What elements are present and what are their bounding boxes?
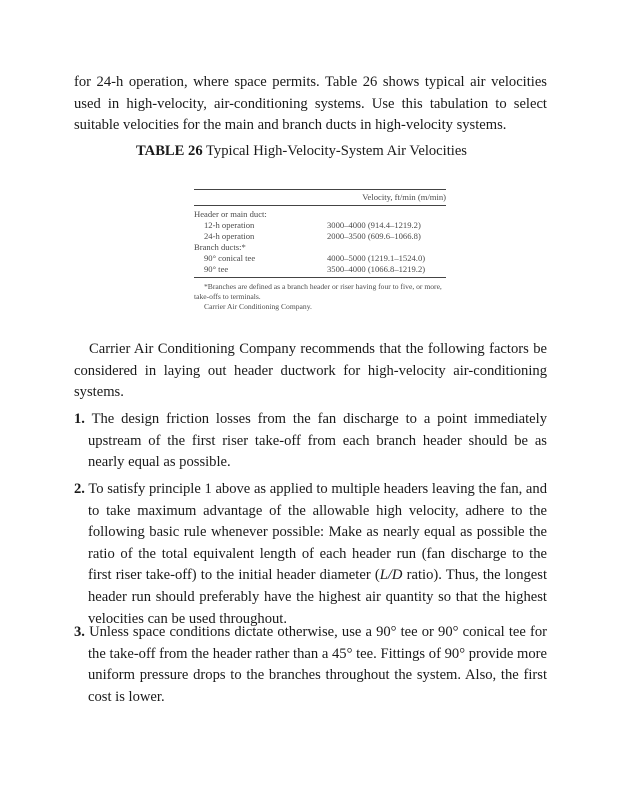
table-row (194, 209, 446, 220)
table-row (194, 220, 446, 231)
table-row (194, 231, 446, 242)
principle-text: The design friction losses from the fan discharge to a point immediately upstream of the first riser take-off from each branch header should be as nearly equal as possible. (88, 411, 547, 471)
table-header-rule (194, 205, 446, 206)
table-row-label: Branch ducts:* (194, 242, 246, 252)
table-row (194, 242, 446, 253)
principle-text: Unless space conditions dictate otherwise, use a 90° tee or 90° conical tee for the take-off from the header rather than a 45° tee. Fittings of 90° provide more uniform pressure drops to the branches throughout the system. Also, the first cost is lower. (88, 624, 547, 705)
intro-paragraph: for 24-h operation, where space permits. Table 26 shows typical air velocities used in high-velocity, air-conditioning systems. Use this tabulation to select suitable velocities for the main and branch ducts in high-velocity systems. (74, 74, 547, 134)
table-caption-number: TABLE 26 (136, 143, 203, 159)
principle-1 (74, 409, 547, 474)
table-column-header: Velocity, ft/min (m/min) (362, 192, 446, 202)
principle-text-cont: ratio). Thus, the longest header run should preferably have the highest air quantity so that the highest velocities can be used throughout. (88, 567, 548, 627)
principle-3 (74, 622, 547, 708)
principle-text: To satisfy principle 1 above as applied to multiple headers leaving the fan, and to take maximum advantage of the allowable high velocity, adhere to the following basic rule whenever possible: Make as nearly equal as possible the ratio of the total equivalent length of each header run (fan discharge to the first riser take-off) to the initial header diameter ( (88, 481, 548, 584)
table-row-label: 90° conical tee (204, 253, 256, 263)
table-footnote: *Branches are defined as a branch header or riser having four to five, or more, take-offs to terminals. (194, 282, 442, 301)
table-caption (0, 143, 603, 160)
table-row-label: 24-h operation (204, 231, 255, 241)
principle-2 (74, 479, 547, 630)
ld-ratio-symbol: L/D (379, 567, 403, 584)
table-row-value: 3500–4000 (1066.8–1219.2) (327, 264, 426, 274)
table-row-label: Header or main duct: (194, 209, 267, 219)
table-row-value: 2000–3500 (609.6–1066.8) (327, 231, 421, 241)
velocity-table (194, 189, 446, 312)
carrier-paragraph: Carrier Air Conditioning Company recommends that the following factors be considered in laying out header ductwork for high-velocity air-conditioning systems. (74, 341, 547, 401)
table-row-value: 3000–4000 (914.4–1219.2) (327, 220, 421, 230)
table-caption-title: Typical High-Velocity-System Air Velocities (206, 143, 467, 159)
table-source: Carrier Air Conditioning Company. (204, 302, 312, 311)
principle-number: 1. (74, 411, 85, 427)
table-row (194, 253, 446, 264)
table-footnote-block (194, 282, 446, 312)
principle-number: 2. (74, 481, 85, 497)
table-row-value: 4000–5000 (1219.1–1524.0) (327, 253, 426, 263)
table-row-label: 12-h operation (204, 220, 255, 230)
table-row (194, 264, 446, 275)
principle-number: 3. (74, 624, 85, 640)
table-bottom-rule (194, 277, 446, 278)
table-row-label: 90° tee (204, 264, 229, 274)
